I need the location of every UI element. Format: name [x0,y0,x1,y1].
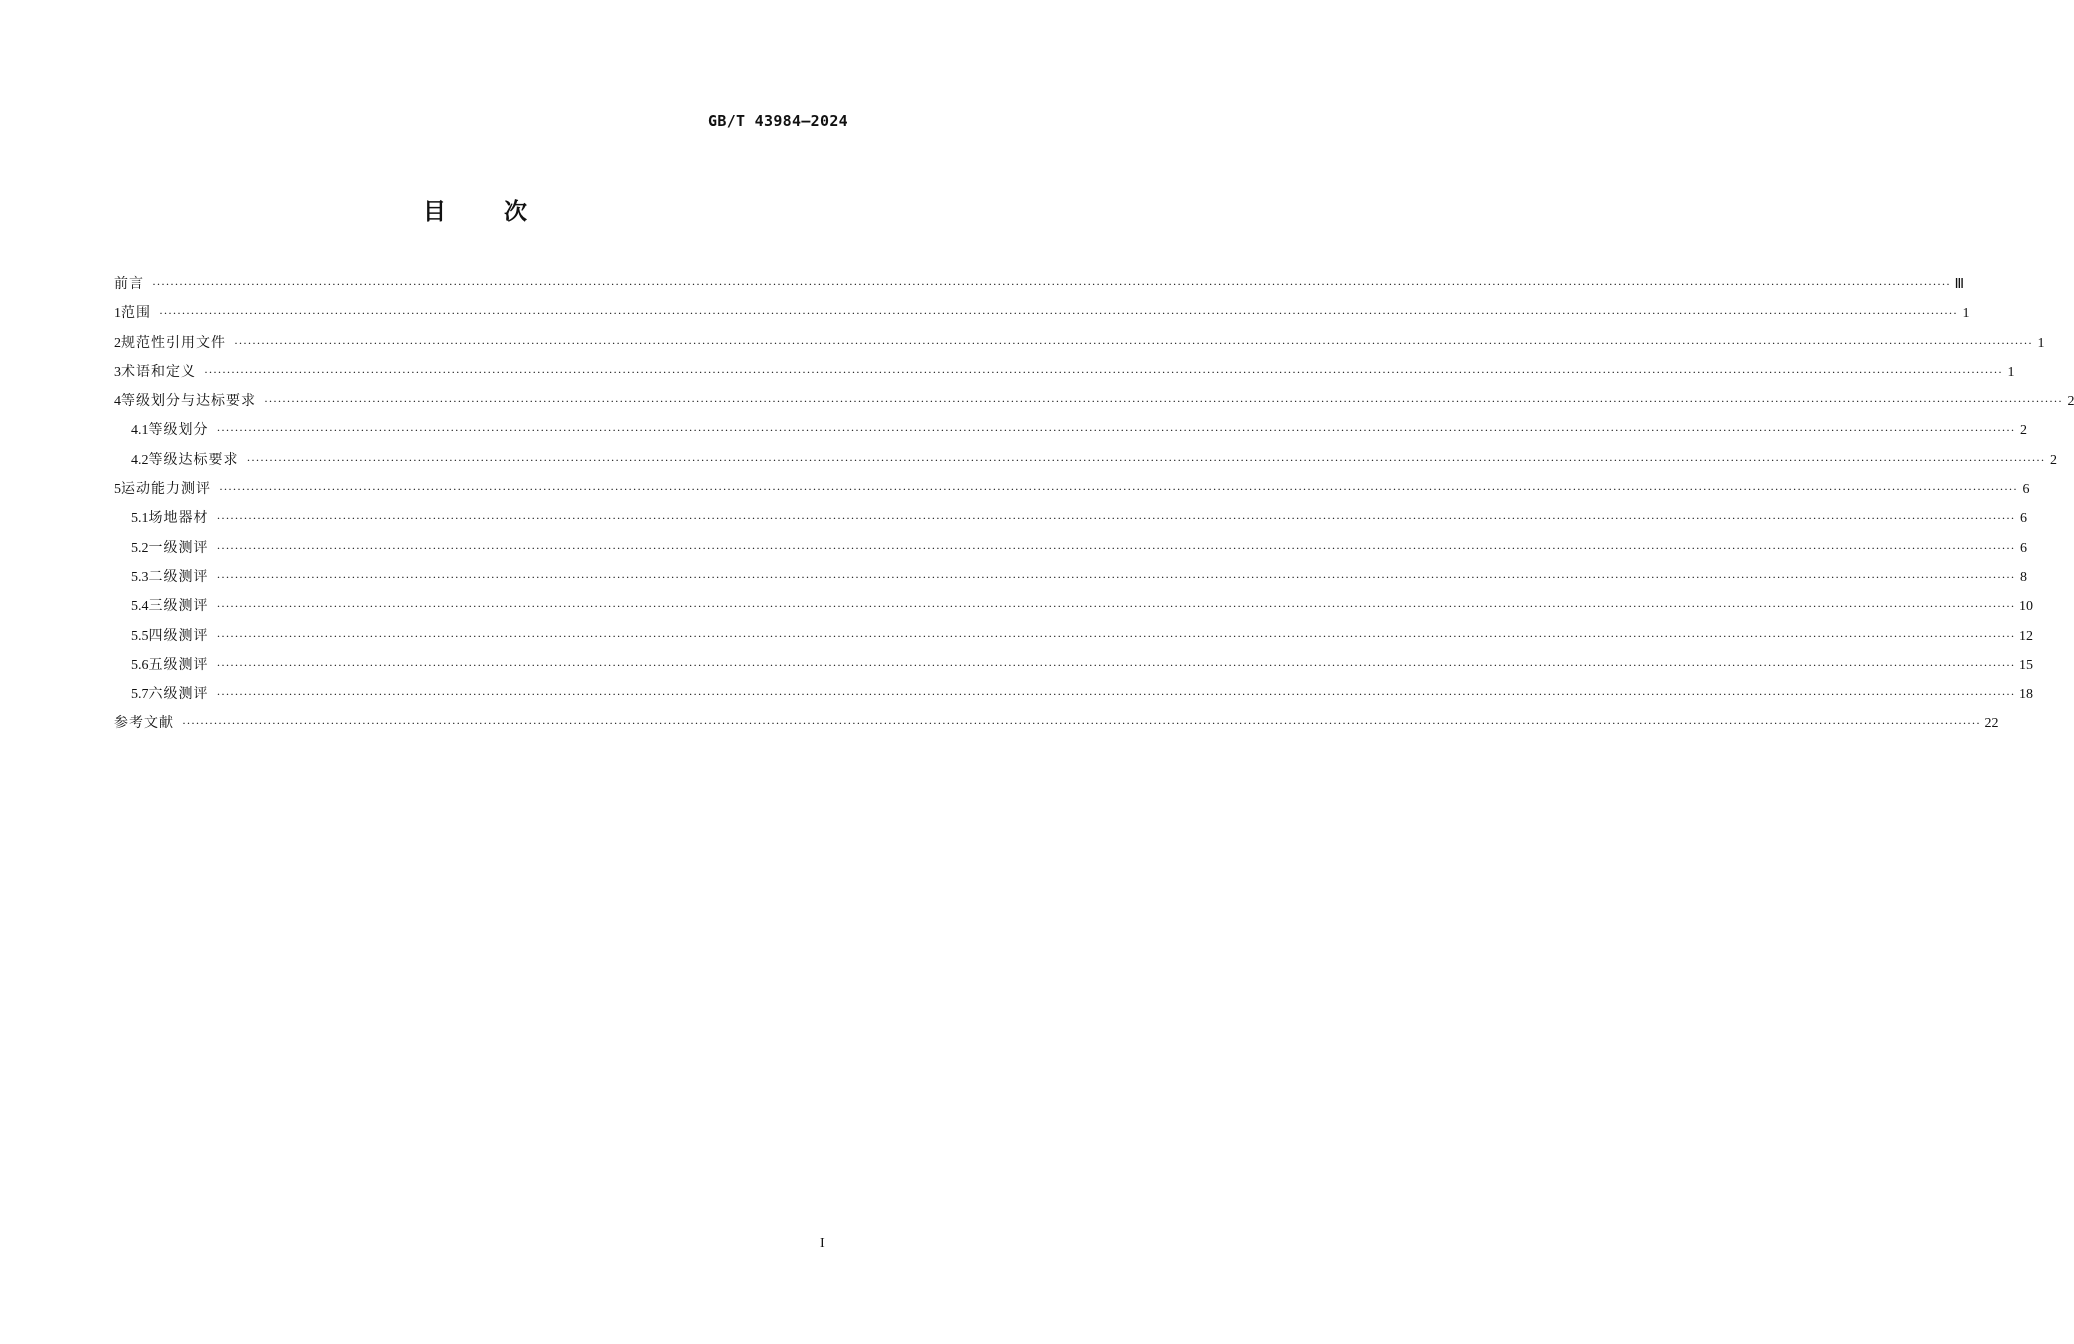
toc-leader-dots: ················································································································································································································································································································································································································ [219,482,2018,497]
standard-number: GB/T 43984—2024 [708,112,848,130]
toc-entry-number: 5.2 [131,540,149,556]
title-char-2: 次 [504,199,527,225]
toc-entry-label: 场地器材 [148,510,209,527]
toc-entry-label: 四级测评 [148,627,209,644]
toc-entry-number: 4 [114,394,121,410]
toc-leader-dots: ················································································································································································································································································································································································································ [264,394,2063,409]
toc-entry[interactable] [114,563,2027,592]
toc-leader-dots: ················································································································································································································································································································································································································ [216,628,2015,643]
toc-entry-label: 运动能力测评 [121,481,211,498]
toc-entry-number: 5.5 [131,628,149,644]
toc-entry[interactable] [114,534,2027,563]
toc-leader-dots: ················································································································································································································································································································································································································ [159,306,1958,321]
toc-entry[interactable] [114,299,1970,328]
toc-entry-page: 2 [2049,452,2057,468]
table-of-contents [114,270,2074,739]
toc-entry[interactable] [114,329,2045,358]
toc-entry[interactable] [114,446,2057,475]
toc-entry-number: 5 [114,482,121,498]
toc-leader-dots: ················································································································································································································································································································································································································ [216,657,2015,672]
toc-entry[interactable] [114,651,2033,680]
toc-leader-dots: ················································································································································································································································································································································································································ [204,364,2003,379]
toc-entry-number: 4.2 [131,452,149,468]
toc-leader-dots: ················································································································································································································································································································································································································ [246,452,2045,467]
toc-entry[interactable] [114,504,2027,533]
toc-entry[interactable] [114,358,2015,387]
toc-entry-label: 规范性引用文件 [121,334,226,351]
toc-entry[interactable] [114,270,1965,299]
toc-entry-number: 4.1 [131,423,149,439]
toc-entry-label: 前言 [114,276,144,292]
toc-entry-number: 1 [114,306,121,322]
page-title [0,193,950,226]
toc-entry[interactable] [114,475,2030,504]
toc-entry[interactable] [114,416,2027,445]
toc-entry-page: 10 [2018,599,2033,615]
toc-entry[interactable] [114,680,2033,709]
toc-entry-page: 1 [1962,306,1970,322]
toc-entry-label: 三级测评 [148,598,209,615]
toc-entry-label: 等级达标要求 [148,451,239,468]
toc-entry-page: 2 [2067,394,2074,410]
title-char-1: 目 [423,199,446,225]
toc-entry-page: 2 [2019,423,2027,439]
toc-entry-number: 5.1 [131,511,149,527]
toc-entry[interactable] [114,622,2033,651]
toc-entry-label: 六级测评 [148,686,209,703]
toc-entry-page: 6 [2019,540,2027,556]
toc-entry[interactable] [114,387,2074,416]
toc-leader-dots: ················································································································································································································································································································································································································ [216,540,2015,555]
toc-entry[interactable] [114,592,2033,621]
toc-entry-number: 5.4 [131,599,149,615]
toc-entry-label: 一级测评 [148,539,209,556]
toc-leader-dots: ················································································································································································································································································································································································································ [216,511,2015,526]
toc-leader-dots: ················································································································································································································································································································································································································ [216,423,2015,438]
toc-entry-page: 12 [2018,628,2033,644]
toc-entry[interactable] [114,709,1999,738]
toc-entry-page: 6 [2022,482,2030,498]
toc-entry-number: 3 [114,364,121,380]
toc-entry-label: 等级划分 [148,422,209,439]
toc-entry-label: 参考文献 [114,715,174,732]
toc-leader-dots: ················································································································································································································································································································································································································ [216,687,2015,702]
toc-entry-number: 2 [114,335,121,351]
toc-leader-dots: ················································································································································································································································································································································································································ [182,716,1981,731]
toc-entry-page: 8 [2019,569,2027,585]
toc-leader-dots: ················································································································································································································································································································································································································ [234,335,2033,350]
toc-entry-label: 等级划分与达标要求 [121,393,256,410]
toc-entry-page: 15 [2018,657,2033,673]
toc-entry-page: 1 [2037,335,2045,351]
toc-entry-page: Ⅲ [1954,277,1965,292]
toc-entry-page: 1 [2007,364,2015,380]
toc-entry-page: 6 [2019,511,2027,527]
toc-entry-label: 五级测评 [148,656,209,673]
toc-entry-number: 5.3 [131,569,149,585]
toc-leader-dots: ················································································································································································································································································································································································································ [152,277,1951,291]
page-number: I [820,1236,825,1251]
toc-entry-page: 22 [1984,716,1999,732]
toc-entry-page: 18 [2018,687,2033,703]
toc-leader-dots: ················································································································································································································································································································································································································ [216,569,2015,584]
toc-entry-label: 术语和定义 [121,363,196,380]
toc-entry-number: 5.7 [131,687,149,703]
toc-entry-number: 5.6 [131,657,149,673]
toc-leader-dots: ················································································································································································································································································································································································································ [216,599,2015,614]
toc-entry-label: 范围 [121,305,151,322]
toc-entry-label: 二级测评 [148,568,209,585]
